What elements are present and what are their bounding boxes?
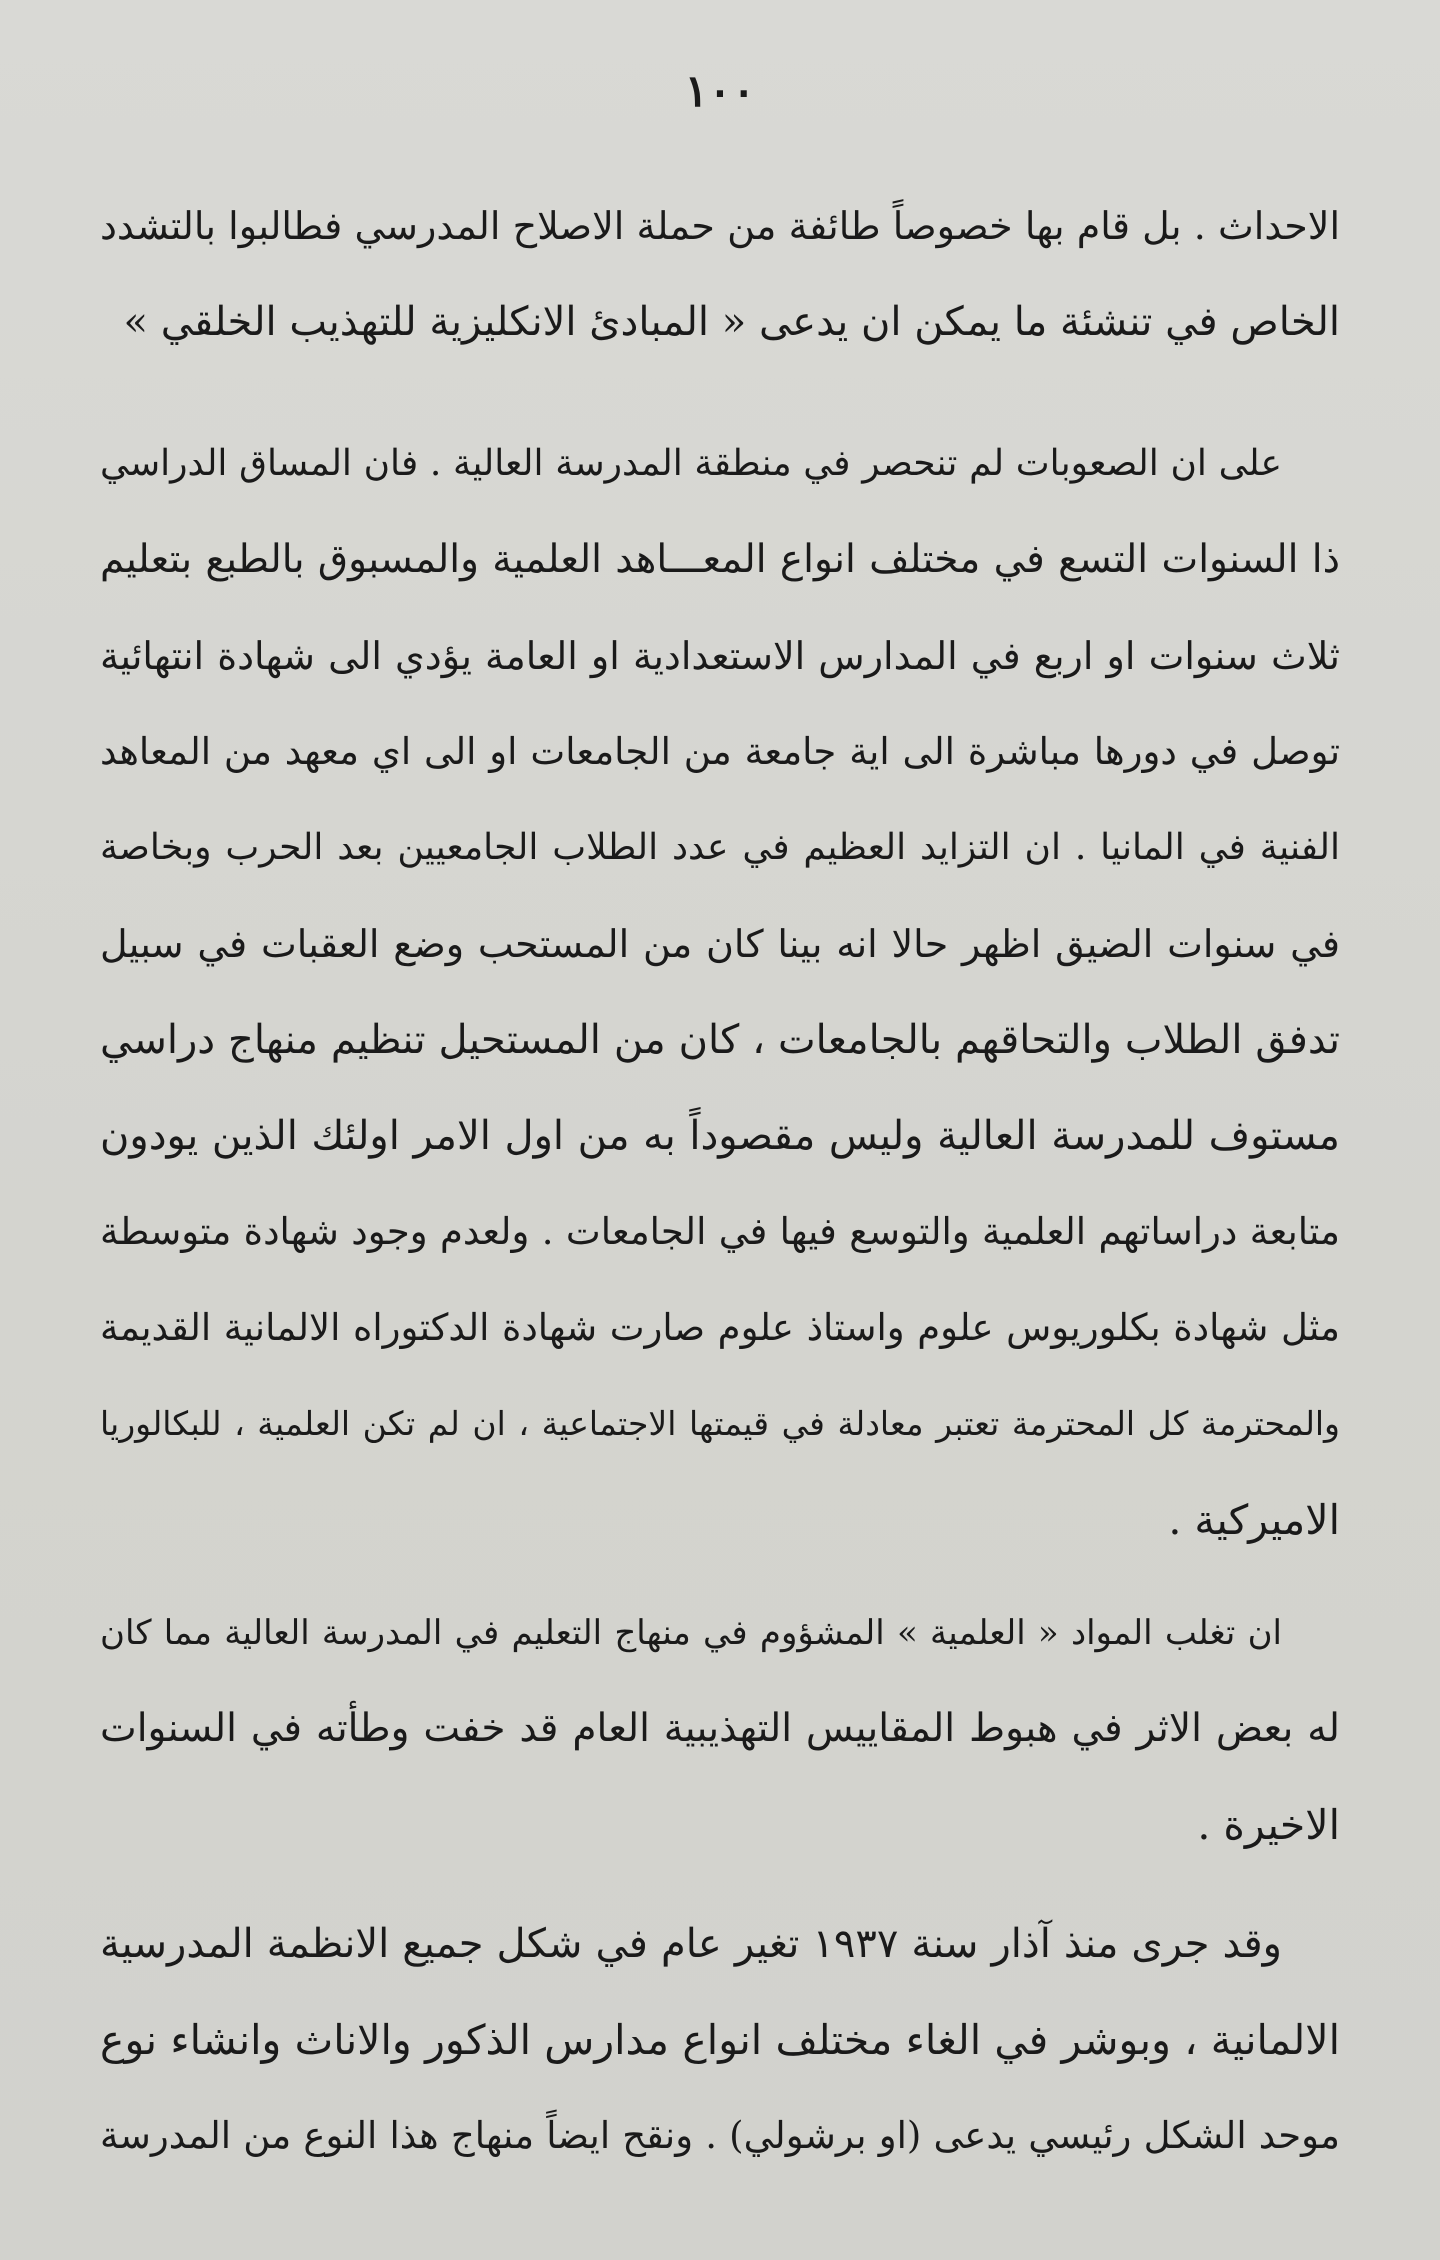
text-line: متابعة دراساتهم العلمية والتوسع فيها في الجامعات . ولعدم وجود شهادة متوسطة [100, 1210, 1340, 1253]
text-line: والمحترمة كل المحترمة تعتبر معادلة في قيمتها الاجتماعية ، ان لم تكن العلمية ، للبكالوريا [100, 1404, 1340, 1443]
text-line: ثلاث سنوات او اربع في المدارس الاستعدادية او العامة يؤدي الى شهادة انتهائية [100, 634, 1340, 678]
text-line: الالمانية ، وبوشر في الغاء مختلف انواع مدارس الذكور والاناث وانشاء نوع [100, 2016, 1340, 2064]
text-line: ان تغلب المواد « العلمية » المشؤوم في منهاج التعليم في المدرسة العالية مما كان [100, 1613, 1282, 1653]
text-line: على ان الصعوبات لم تنحصر في منطقة المدرسة العالية . فان المساق الدراسي [100, 443, 1282, 484]
text-line: الاحداث . بل قام بها خصوصاً طائفة من حملة الاصلاح المدرسي فطالبوا بالتشدد [100, 204, 1340, 248]
text-line: موحد الشكل رئيسي يدعى (او برشولي) . ونقح ايضاً منهاج هذا النوع من المدرسة [100, 2114, 1340, 2157]
text-line: الاخيرة . [1197, 1801, 1340, 1849]
page-number: ١٠٠ [684, 66, 756, 117]
paragraph-1 [100, 178, 1340, 370]
text-line: وقد جرى منذ آذار سنة ١٩٣٧ تغير عام في شكل جميع الانظمة المدرسية [100, 1921, 1282, 1967]
paragraph-2 [100, 416, 1340, 1568]
text-line: مثل شهادة بكلوريوس علوم واستاذ علوم صارت شهادة الدكتوراه الالمانية القديمة [100, 1306, 1340, 1349]
text-line: توصل في دورها مباشرة الى اية جامعة من الجامعات او الى اي معهد من المعاهد [100, 730, 1340, 773]
text-line: الاميركية . [1168, 1496, 1340, 1544]
text-line: في سنوات الضيق اظهر حالا انه بينا كان من المستحب وضع العقبات في سبيل [100, 922, 1340, 966]
paragraph-3 [100, 1585, 1340, 1873]
text-line: له بعض الاثر في هبوط المقاييس التهذيبية العام قد خفت وطأته في السنوات [100, 1706, 1340, 1751]
text-line: الفنية في المانيا . ان التزايد العظيم في عدد الطلاب الجامعيين بعد الحرب وبخاصة [100, 827, 1340, 868]
paragraph-4 [100, 1896, 1340, 2184]
text-line: تدفق الطلاب والتحاقهم بالجامعات ، كان من المستحيل تنظيم منهاج دراسي [100, 1017, 1340, 1063]
text-line: ذا السنوات التسع في مختلف انواع المعـــاهد العلمية والمسبوق بالطبع بتعليم [100, 537, 1340, 582]
text-line: مستوف للمدرسة العالية وليس مقصوداً به من اول الامر اولئك الذين يودون [100, 1113, 1340, 1159]
text-line: الخاص في تنشئة ما يمكن ان يدعى « المبادئ الانكليزية للتهذيب الخلقي » [123, 299, 1340, 345]
